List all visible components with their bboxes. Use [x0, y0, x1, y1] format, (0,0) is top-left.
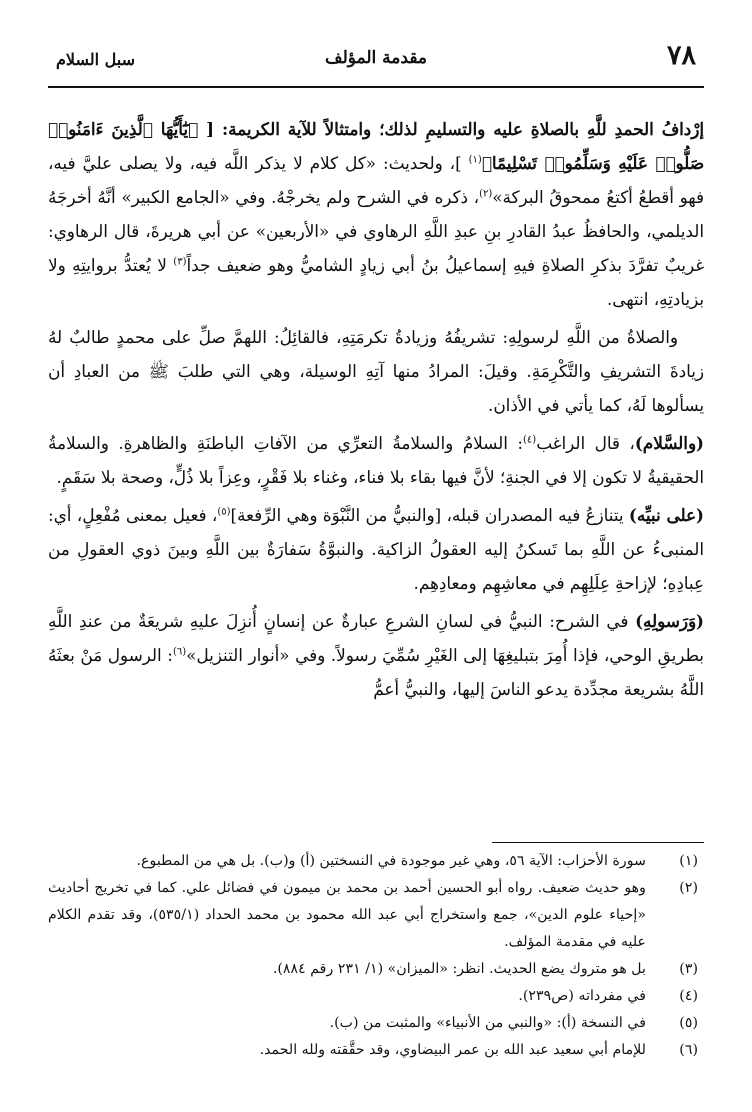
footnote-number: (٢): [679, 880, 698, 896]
book-title: سبل السلام: [56, 50, 135, 69]
footnote-text: في النسخة (أ): «والنبي من الأنبياء» والمثبت من (ب).: [329, 1015, 646, 1031]
footnote: [48, 1010, 704, 1037]
footnote-ref-3: (٣): [173, 256, 187, 268]
footnote-number: (٥): [679, 1015, 698, 1031]
footnote: [48, 983, 704, 1010]
page-header: [48, 38, 704, 88]
paragraph-1-text: ]، ولحديث: «كل كلام لا يذكر اللَّه فيه، ولا يصلى عليَّ فيه، فهو أقطعُ أكتعُ ممحوقُ البركة»: [48, 153, 704, 207]
paragraph-4-b: ، فعيل بمعنى مُفْعِلٍ، أي: المنبىءُ عن اللَّهِ بما تَسكنُ إليه العقولُ الزاكية. والنبوَّةُ سَفارَةٌ بين اللَّهِ وبينَ ذوي العقولِ من عِبادِهِ؛ لإزاحةِ عِلَلِهِم في معاشِهِم ومعادِهِم.: [48, 505, 704, 593]
paragraph-3-b: : السلامُ والسلامةُ التعرِّي من الآفاتِ الباطنَةِ والظاهرةِ. والسلامةُ الحقيقيةُ لا تكون إلا في الجنةِ؛ لأنَّ فيها بقاء بلا فناء، وغناء بلا فَقْرٍ، وعِزاً بلا ذُلٍّ، وصحة بلا سَقَمٍ.: [48, 433, 704, 487]
key-term-nabi: (على نبيِّه): [628, 505, 704, 525]
paragraph-3-a: ، قال الراغب: [536, 433, 635, 453]
footnote-ref-4: (٤): [523, 434, 537, 446]
paragraph-5-b: : الرسول مَنْ بعثَهُ اللَّهُ بشريعة مجدِّدة يدعو الناسَ إليها، والنبيُّ أعمُّ: [48, 645, 704, 699]
footnote-text: وهو حديث ضعيف. رواه أبو الحسين أحمد بن محمد بن ميمون في فضائل علي. كما في تخريج أحاديث «إحياء علوم الدين»، جمع واستخراج أبي عبد الله محمود بن محمد الحداد (٥٣٥/١)، وقد تقدم الكلام عليه في مقدمة المؤلف.: [48, 880, 646, 950]
quran-quote: إرْدافُ الحمدِ للَّهِ بالصلاةِ عليه والتسليمِ لذلك؛ وامتثالاً للآية الكريمة: [ ﴿يَٰٓأَيُّهَا ٱلَّذِينَ ءَامَنُوا۟ صَلُّوا۟ عَلَيْهِ وَسَلِّمُوا۟ تَسْلِيمًا﴾: [48, 119, 704, 173]
footnote-number: (٣): [679, 961, 698, 977]
footnote-number: (١): [679, 853, 698, 869]
footnote-text: سورة الأحزاب: الآية ٥٦، وهي غير موجودة في النسختين (أ) و(ب). بل هي من المطبوع.: [136, 853, 646, 869]
footnote: [48, 848, 704, 875]
chapter-title: مقدمة المؤلف: [324, 48, 428, 68]
footnote-ref-6: (٦): [172, 646, 187, 658]
main-text: [48, 112, 704, 710]
footnote-ref-5: (٥): [217, 506, 231, 518]
paragraph-1-text-2: ، ذكره في الشرح ولم يخرجْهُ. وفي «الجامع الكبير» أنَّهُ أخرجَهُ الديلمي، والحافظُ عبدُ القادرِ بنِ عبدِ اللَّهِ الرهاوي في «الأربعين» عن أبي هريرةَ، قال الرهاوي: غريبٌ تفرَّدَ بذكرِ الصلاةِ فيهِ إسماعيلُ بنُ أبي زيادٍ الشاميُّ وهو ضعيف جداً: [48, 187, 704, 275]
footnote-separator: [492, 842, 704, 843]
footnote: [48, 875, 704, 956]
paragraph-5-a: في الشرح: النبيُّ في لسانِ الشرعِ عبارةٌ عن إنسانٍ أُنزِلَ عليهِ شريعَةٌ من عندِ اللَّهِ بطريقِ الوحي، فإذا أُمِرَ بتبليغِهَا إلى الغَيْرِ سُمِّيَ رسولاً. وفي «أنوار التنزيل»: [48, 611, 704, 665]
footnote: [48, 1037, 704, 1064]
paragraph-5: [48, 604, 704, 706]
page-number: ٧٨: [666, 40, 696, 71]
footnote: [48, 956, 704, 983]
footnote-text: للإمام أبي سعيد عبد الله بن عمر البيضاوي، وقد حقَّقته ولله الحمد.: [259, 1042, 646, 1058]
footnote-text: بل هو متروك يضع الحديث. انظر: «الميزان» (١/ ٢٣١ رقم ٨٨٤).: [272, 961, 646, 977]
footnote-ref-1: (١): [468, 154, 482, 166]
paragraph-1-end: لا يُعتدُّ بروايتِهِ ولا بزيادتِهِ، انتهى.: [48, 255, 704, 309]
key-term-rasul: (وَرَسولِهِ): [635, 611, 704, 631]
paragraph-2: والصلاةُ من اللَّهِ لرسولِهِ: تشريفُهُ وزيادةُ تكرمَتِهِ، فالقائِلُ: اللهمَّ صلِّ على محمدٍ طالبٌ لهُ زيادةَ التشريفِ والتَّكْرِمَةِ. وقيلَ: المرادُ منها آتِهِ الوسيلة، وهي التي طلبَ ﷺ من العبادِ أن يسألوها لَهُ، كما يأتي في الأذان.: [48, 327, 704, 415]
paragraph-1: [48, 112, 704, 316]
key-term-salam: (والسَّلام): [634, 433, 704, 453]
paragraph-4-a: يتنازعُ فيه المصدران قبله، [والنبيُّ من النَّبْوَة وهي الرِّفعة]: [230, 505, 629, 525]
footnote-ref-2: (٢): [479, 188, 493, 200]
paragraph-3: [48, 426, 704, 494]
footnote-number: (٤): [679, 988, 698, 1004]
paragraph-4: [48, 498, 704, 600]
footnotes: [48, 848, 704, 1064]
footnote-number: (٦): [679, 1042, 698, 1058]
footnote-text: في مفرداته (ص٢٣٩).: [518, 988, 646, 1004]
